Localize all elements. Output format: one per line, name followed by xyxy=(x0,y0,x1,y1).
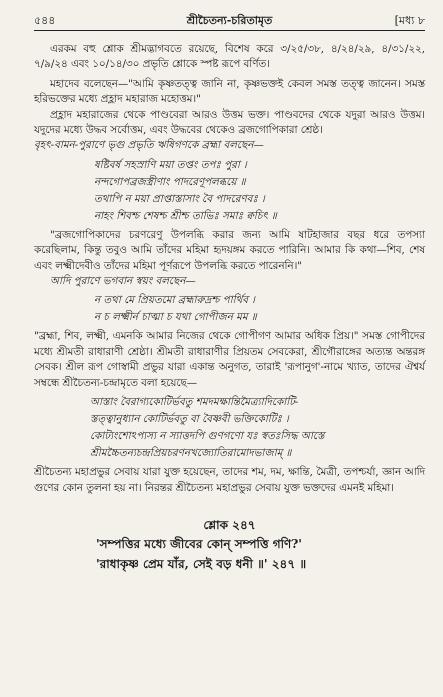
verse-block-2 xyxy=(94,292,425,326)
verse-line: শ্রীমচ্চৈতন্যচন্দ্রপ্রিয়চরণনখজ্যোতিরামোদভাজাম্ ॥ xyxy=(90,447,292,460)
paragraph-1: এরকম বহু শ্লোক শ্রীমদ্ভাগবতে রয়েছে, বিশেষ করে ৩/২৫/৩৮, ৪/২৪/২৯, ৪/৩১/২২, ৭/৯/২৪ এবং ১০/১৪/৩০ প্রভৃতি শ্লোকে স্পষ্ট রূপে বর্ণিত। xyxy=(34,43,425,71)
verse-line: তথাপি ন ময়া প্রাপ্তাস্তাসাং বৈ পাদরেণবঃ । xyxy=(94,192,265,205)
paragraph-2: মহাদেব বলেছেন—"আমি কৃষ্ণতত্ত্ব জানি না, কৃষ্ণভক্তই কেবল সমস্ত তত্ত্ব জানেন। সমস্ত হরিভক্তের মধ্যে প্রহ্লাদ মহারাজ মহোত্তম।" xyxy=(34,77,425,106)
paragraph-4: "ব্রজগোপিকাদের চরণরেণু উপলব্ধি করার জন্য আমি ষাটহাজার বছর ধরে তপস্যা করেছিলাম, কিন্তু তবুও আমি তাঁদের মহিমা হৃদয়ঙ্গম করতে পারিনি। আমার কি কথা—শিব, শেষ এবং লক্ষ্মীদেবীও তাঁদের মহিমা পূর্ণরূপে উপলব্ধি করতে পারেননি।" xyxy=(34,228,425,272)
verse-line: ন চ লক্ষ্মীর্ন চাত্মা চ যথা গোপীজন মম ॥ xyxy=(94,311,257,324)
verse-line: আস্তাং বৈরাগ্যকোটির্ভবতু শমদমক্ষান্তিমৈত্র্যাদিকোটি- xyxy=(90,396,299,409)
paragraph-6: শ্রীচৈতন্য মহাপ্রভুর সেবায় যারা যুক্ত হয়েছেন, তাদের শম, দম, ক্ষান্তি, মৈত্রী, তপশ্চর্যা, জ্ঞান আদি গুণের কোন তুলনা হয় না। নিরন্তর শ্রীচৈতন্য মহাপ্রভুর সেবায় যুক্ত ভক্তদের এমনই মহিমা। xyxy=(34,466,425,494)
verse-line: ষষ্টিবর্ষ সহস্রাণি ময়া তপ্তং তপঃ পুরা । xyxy=(94,158,247,171)
verse-line: ন তথা মে প্রিয়তমো ব্রহ্মারুদ্রশ্চ পার্থিব । xyxy=(94,294,255,307)
paragraph-3: প্রহ্লাদ মহারাজের থেকে পাণ্ডবেরা আরও উত্তম ভক্ত। পাণ্ডবদের থেকে যদুরা আরও উত্তম। যদুদের মধ্যে উদ্ধব সর্বোত্তম, এবং উদ্ধবের থেকেও ব্রজগোপিকারা শ্রেষ্ঠ। xyxy=(34,108,425,137)
book-title: শ্রীচৈতন্য-চরিতামৃত xyxy=(186,14,273,27)
verse-line: কোট্যংশোঽপ্যস্য ন স্যাত্তদপি গুণগণো যঃ স্বতঃসিদ্ধ আস্তে xyxy=(90,430,325,443)
chapter-marker: [মধ্য ৮ xyxy=(394,14,425,27)
page-number: ৫৪৪ xyxy=(34,14,56,27)
verse-intro-2: আদি পুরাণে ভগবান স্বয়ং বলছেন— xyxy=(50,275,196,288)
sloka-line: 'সম্পত্তির মধ্যে জীবের কোন্ সম্পত্তি গণি?' xyxy=(96,536,302,551)
sloka-line: 'রাধাকৃষ্ণ প্রেম যাঁর, সেই বড় ধনী ॥' ২৪৭ ॥ xyxy=(96,556,307,571)
verse-intro-1: বৃহৎ-বামন-পুরাণে ভৃগু প্রভৃতি ঋষিগণকে ব্রহ্মা বলছেন— xyxy=(34,139,264,152)
verse-line: নাহং শিবশ্চ শেষশ্চ শ্রীশ্চ তাভিঃ সমাঃ ক্বচিৎ ॥ xyxy=(94,209,277,222)
page-header xyxy=(34,12,425,31)
page-content xyxy=(34,42,425,691)
verse-block-1 xyxy=(94,157,425,225)
verse-line: স্তত্ত্বানুধ্যান কোটির্ভবতু বা বৈষ্ণবী ভক্তিকোটিঃ । xyxy=(90,413,289,426)
sloka-heading: শ্লোক ২৪৭ xyxy=(203,517,256,532)
verse-block-3 xyxy=(90,394,425,462)
paragraph-5: "ব্রহ্মা, শিব, লক্ষ্মী, এমনকি আমার নিজের থেকে গোপীগণ আমার অধিক প্রিয়।" সমস্ত গোপীদের মধ্যে শ্রীমতী রাধারাণী শ্রেষ্ঠা। শ্রীমতী রাধারাণীর প্রিয়তম সেবকেরা, শ্রীগৌরাঙ্গের অত্যন্ত অন্তরঙ্গ সেবক। শ্রীল রূপ গোস্বামী প্রভুর যারা একান্ত অনুগত, তারাই 'রূপানুগ'-নামে খ্যাত, তাদের ঐশ্বর্য সম্বন্ধে শ্রীচৈতন্য-চন্দ্রামৃতে বলা হয়েছে— xyxy=(34,330,425,389)
verse-line: নন্দগোপব্রজস্ত্রীণাং পাদরেণূপলব্ধয়ে ॥ xyxy=(94,175,246,188)
